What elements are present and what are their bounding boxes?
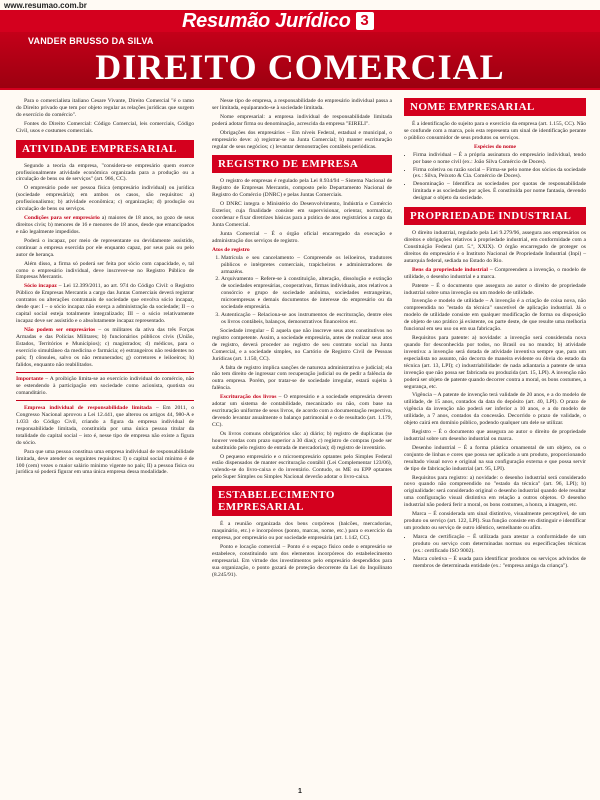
paragraph: Ponto e locação comercial – Ponto é o espaço físico onde o empresário se estabelece, constituindo um dos elementos incorpóreos do estabelecimento empresarial. Em virtude dos investimentos pelo empresário despendidos para sua organização, o ponto gozará de proteção decorrente da Lei do Inquilinato (8.245/91). (212, 544, 392, 578)
section-heading-estabelecimento: ESTABELECIMENTO EMPRESARIAL (212, 486, 392, 516)
list-item: 2. Arquivamento – Refere-se à constituição, alteração, dissolução e extinção de sociedades empresárias, cooperativas, firmas individuais, atos relativos a consórcio e grupo de sociedade anônima, sociedades estrangeiras, microempresas e demais documentos de interesse do empresário ou da sociedade empresária. (221, 276, 392, 311)
list-item: • Firma individual – É a própria assinatura do empresário individual, tendo por base o nome civil (ex.: João Silva Comércio de Doces). (413, 152, 586, 166)
note-label: Importante (16, 376, 44, 383)
paragraph: Poderá o incapaz, por meio de representante ou devidamente assistido, continuar a empresa exercida por ele enquanto capaz, por seus pais ou pelo autor de herança. (16, 237, 194, 258)
brand-number: 3 (356, 12, 374, 30)
text: – Compreendem a invenção, o modelo de utilidade, o desenho industrial e a marca. (404, 266, 586, 280)
important-note (16, 372, 194, 401)
marcas-list (404, 534, 586, 570)
author: VANDER BRUSSO DA SILVA (28, 36, 154, 46)
paragraph: O registro de empresas é regulado pela Lei 8.934/94 – Sistema Nacional de Registro de Empresas Mercantis, composto pelo Departamento Nacional de Registro do Comércio (DNRC) e pelas Juntas Comerciais. (212, 178, 392, 199)
paragraph: O DNRC integra o Ministério do Desenvolvimento, Indústria e Comércio Exterior, cuja finalidade consiste em supervisionar, orientar, normatizar, coordenar e fixar diretrizes básicas para a prática de atos registrários a cargo da Junta Comercial. (212, 201, 392, 228)
subheading: Sócio incapaz (24, 283, 57, 290)
subheading: Empresa individual de responsabilidade limitada (24, 405, 152, 412)
paragraph (16, 283, 194, 325)
paragraph: Registro – É o documento que assegura ao autor o direito de propriedade industrial sobre um desenho industrial ou marca. (404, 429, 586, 442)
paragraph: Além disso, a firma só poderá ser feita por sócio com capacidade, e, tal como o empresário individual, deve inscrever-se no Registro Público de Empresas Mercantis. (16, 260, 194, 281)
paragraph: Requisitos para registro: a) novidade: o desenho industrial será considerado novo quando não compreendido no "estado da técnica" (art. 96, LPI); b) originalidade: será considerado original o desenho industrial quando dele resultar uma configuração visual distintiva em relação a outros objetos. O desenho industrial não poderá ferir a moral, os bons costumes, a honra, a imagem, etc. (404, 474, 586, 509)
section-heading-propriedade: PROPRIEDADE INDUSTRIAL (404, 207, 586, 225)
page-title: DIREITO COMERCIAL (95, 47, 505, 87)
text: – Lei 12.399/2011, ao art. 974 do Código Civil: o Registro Público de Empresas Mercantis a cargo das Juntas Comerciais deverá registrar contratos ou alterações contratuais de sociedade que envolva sócio incapaz, desde que: I – o sócio incapaz não exerça a administração da sociedade; II – o capital social esteja totalmente integralizado; III – o sócio relativamente incapaz deve ser assistido e o absolutamente incapaz representado. (16, 283, 194, 324)
column-1 (16, 98, 194, 478)
column-2 (212, 98, 392, 581)
paragraph: Patente – É o documento que assegura ao autor o direito de propriedade industrial sobre uma invenção ou um modelo de utilidade. (404, 282, 586, 296)
subheading: Escrituração dos livros (220, 394, 277, 401)
subheading: Não podem ser empresários (24, 326, 96, 333)
brand-logo (182, 9, 374, 33)
list-item: • Denominação – Identifica as sociedades por quotas de responsabilidade limitada e as sociedades por ações. É constituída por nome fantasia, devendo designar o objeto da sociedade. (413, 181, 586, 202)
paragraph: Invenção e modelo de utilidade – A invenção é a criação de coisa nova, não compreendida no "estado da técnica" suscetível de aplicação industrial. Já o modelo de utilidade consiste em qualquer modificação de forma ou disposição de objeto de uso prático já existente, ou parte deste, de que resulte uma melhoria funcional em seu uso ou em sua fabricação. (404, 298, 586, 333)
list-item: • Marca coletiva – É usada para identificar produtos ou serviços advindos de membros de determinada entidade (ex.: "empresa amiga da criança"). (413, 556, 586, 570)
paragraph: É a identificação do sujeito para o exercício da empresa (art. 1.155, CC). Não se confunde com a marca, pois esta representa um sinal de identificação perante o público consumidor de seus produtos ou serviços. (404, 121, 586, 141)
paragraph (212, 394, 392, 429)
paragraph: Requisitos para patente: a) novidade: a invenção será considerada nova quando for desconhecida por todos, no Brasil ou no mundo; b) atividade inventiva: a invenção será dotada de atividade inventiva sempre que, para um especialista no assunto, não decorra de maneira evidente ou óbvia do estado da técnica (art. 13, LPI); c) industriabilidade: de nada adiantaria a patente de uma invenção que não possa ser fabricada ou produzida (art. 15, LPI). A invenção não poderá ser objeto de patente quando decorrer contra a moral, os bons costumes, a segurança, etc. (404, 335, 586, 390)
atos-list (212, 255, 392, 326)
paragraph: Segundo a teoria da empresa, "considera-se empresário quem exerce profissionalmente atividade econômica organizada para a produção ou a circulação de bens ou de serviços" (art. 966, CC). (16, 162, 194, 183)
paragraph (16, 215, 194, 236)
paragraph: É a reunião organizada dos bens corpóreos (balcões, mercadorias, maquinário, etc.) e incorpóreos (ponto, marcas, nome, etc.) para o exercício da empresa, por empresário ou por sociedade empresária (art. 1.142, CC). (212, 521, 392, 542)
list-item: • Firma coletiva ou razão social – Firma-se pelo nome dos sócios da sociedade (ex.: Silva, Peixoto & Cia. Comércio de Doces). (413, 167, 586, 181)
subheading: Espécies do nome (474, 143, 516, 150)
paragraph: Para que uma pessoa constitua uma empresa individual de responsabilidade limitada, deve atender os seguintes requisitos: I) o capital social mínimo é de 100 (cem) vezes o maior salário mínimo vigente no país; II) a pessoa física ou jurídica só poderá figurar em uma única empresa dessa modalidade. (16, 448, 194, 476)
paragraph: Fontes do Direito Comercial: Código Comercial, leis comerciais, Código Civil, usos e costumes comerciais. (16, 120, 194, 134)
paragraph: A falta de registro implica sanções de natureza administrativa e judicial; ela não tem direito de ingressar com recuperação judicial ou de pedir a falência de outra empresa. Porém, por tratar-se de sociedade irregular, estará sujeita à falência. (212, 364, 392, 392)
paragraph: Marca – É considerada um sinal distintivo, visualmente perceptível, de um produto ou serviço (art. 122, LPI). Sua função consiste em distinguir e identificar um produto ou serviço de outro idêntico, semelhante ou afim. (404, 511, 586, 532)
paragraph: Vigência – A patente de invenção terá validade de 20 anos, e a do modelo de utilidade, de 15 anos, contados da data do depósito (art. 40, LPI). O prazo de vigência da invenção não poderá ser inferior a 10 anos, e a do modelo de utilidade, a 7 anos, contados da concessão. Decorrido o prazo de validade, o objeto cairá em domínio público, podendo qualquer um dele se utilizar. (404, 392, 586, 427)
list-item: 1. Matrícula e seu cancelamento – Compreende os leiloeiros, tradutores públicos e intérpretes comerciais, trapicheiros e administradores de armazéns. (221, 255, 392, 276)
title-rule (0, 88, 600, 90)
paragraph: Desenho industrial – É a forma plástica ornamental de um objeto, ou o conjunto de linhas e cores que possa ser aplicado a um produto, proporcionando resultado visual novo e original na sua configuração externa e que possa servir de tipo de fabricação industrial (art. 95, LPI). (404, 444, 586, 472)
paragraph: Os livros comuns obrigatórios são: a) diário; b) registro de duplicatas (se houver vendas com prazo superior a 30 dias); c) registro de compras (pode ser substituído pelo registro de entrada de mercadorias); d) registro de inventário. (212, 430, 392, 451)
column-3 (404, 98, 586, 572)
paragraph: Obrigações dos empresários – Em níveis Federal, estadual e municipal, o empresário deve: a) registrar-se na Junta Comercial; b) manter escrituração regular de seus negócios; c) levantar demonstrações contábeis periódicas. (212, 129, 392, 150)
paragraph: O direito industrial, regulado pela Lei 9.279/96, assegura aos empresários os direitos e obrigações relativos à propriedade industrial, em conformidade com a Constituição Federal (art. 5.º, XXIX). O órgão encarregado de proteger os direitos do empresário é o Instituto Nacional de Propriedade Industrial (Inpi) – autarquia federal, sediada no Estado do Rio. (404, 230, 586, 264)
subheading: Atos de registro (212, 246, 250, 253)
paragraph: Junta Comercial – É o órgão oficial encarregado da execução e administração dos serviços de registro. (212, 230, 392, 244)
site-url: www.resumao.com.br (4, 1, 87, 10)
brand-name: Resumão Jurídico (182, 9, 351, 32)
subheading: Bens da propriedade industrial (412, 266, 488, 273)
paragraph: Para o comercialista italiano Cesare Vivante, Direito Comercial "é o ramo do Direito privado que tem por objeto regular as relações jurídicas que surgem do exercício do comércio". (16, 98, 194, 118)
paragraph: Sociedade irregular – É aquela que não inscreve seus atos constitutivos no registro competente. Assim, a sociedade empresária, antes de realizar seus atos de registro, deverá proceder ao registro de seu contrato social na Junta Comercial, e a sociedade simples, no Cartório de Registro Civil de Pessoas Jurídicas (art. 1.150, CC). (212, 327, 392, 362)
section-heading-registro: REGISTRO DE EMPRESA (212, 155, 392, 173)
paragraph: O pequeno empresário e o microempresário optantes pelo Simples Federal estão dispensados de manter escrituração contábil (Lei Complementar 123/06), valendo-se do livro-caixa e do inventário. Contudo, os ME ou EPP optantes pelo Super Simples ou Simples Nacional deverão adotar o livro-caixa. (212, 453, 392, 481)
paragraph: Nesse tipo de empresa, a responsabilidade do empresário individual passa a ser limitada, equiparando-se à sociedade limitada. (212, 98, 392, 111)
paragraph: O empresário pode ser pessoa física (empresário individual) ou jurídica (sociedade empresária); em ambos os casos, são requisitos: a) profissionalismo; b) atividade econômica; c) organização; d) produção ou circulação de bens ou serviços. (16, 185, 194, 213)
page-number: 1 (298, 788, 302, 795)
text: – os militares da ativa das três Forças Armadas e das Polícias Militares; b) funcionários públicos civis (União, Estados, Territórios e Municípios); c) magistrados; d) médicos, para o exercício simultâneo da medicina e farmácia; e) estrangeiros não residentes no país; f) cônsules, salvo os não remunerados; g) corretores e leiloeiros; h) falidos, enquanto não reabilitados. (16, 326, 195, 368)
text: – O empresário e a sociedade empresária devem adotar um sistema de contabilidade, mecanizado ou não, com base na escrituração uniforme de seus livros, de acordo com a documentação respectiva, devendo levantar anualmente o balanço patrimonial e o de resultado (art. 1.179, CC). (212, 394, 392, 428)
paragraph (404, 267, 586, 281)
subheading: Condições para ser empresário (24, 215, 100, 222)
paragraph: Nome empresarial: a empresa individual de responsabilidade limitada poderá adotar firma ou denominação, acrescida da empresa "EIRELI". (212, 113, 392, 127)
note-text: – A proibição limita-se ao exercício individual do comércio, não se estendendo à participação em sociedade como acionista, quotista ou comanditário. (16, 376, 195, 397)
list-item: 3. Autenticação – Relaciona-se aos instrumentos de escrituração, dentre eles os livros contábeis, balanços, demonstrativos financeiros etc. (221, 312, 392, 326)
paragraph (16, 405, 194, 447)
section-heading-atividade: ATIVIDADE EMPRESARIAL (16, 140, 194, 158)
text: a) maiores de 18 anos, no gozo de seus direitos civis; b) menores de 16 e menores de 18 anos, desde que emancipados e não legalmente impedidos. (16, 215, 194, 235)
paragraph (16, 327, 194, 369)
especies-list (404, 152, 586, 202)
list-item: • Marca de certificação – É utilizada para atestar a conformidade de um produto ou serviço com determinadas normas ou especificações técnicas (ex.: certificado ISO 9002). (413, 534, 586, 555)
text: – Em 2011, o Congresso Nacional aprovou a Lei 12.441, que alterou os artigos 44, 980-A e 1.033 do Código Civil, criando a figura da empresa individual de responsabilidade limitada, constituída por uma única pessoa titular da totalidade do capital social – isto é, nesse tipo de empresa não existe a figura do sócio. (16, 405, 194, 446)
section-heading-nome: NOME EMPRESARIAL (404, 98, 586, 116)
